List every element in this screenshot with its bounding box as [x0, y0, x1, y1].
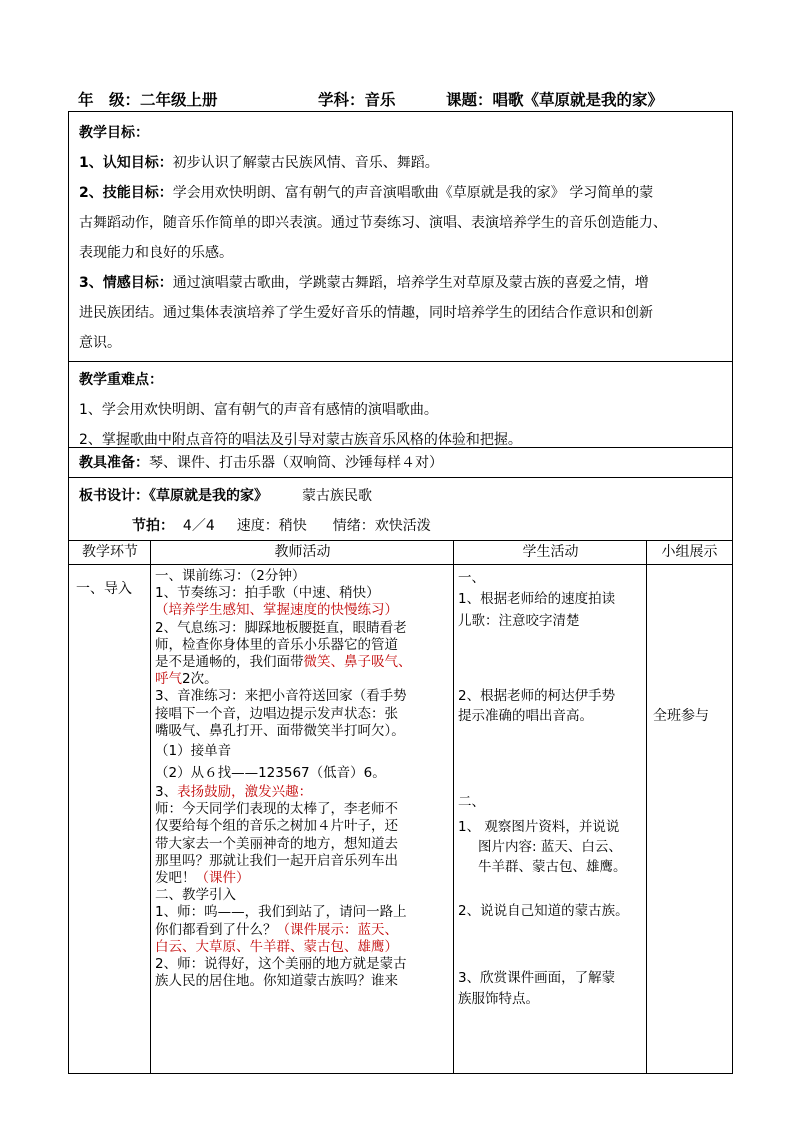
- teacher-line: 仅要给每个组的音乐之树加４片叶子，还: [155, 818, 398, 835]
- teacher-line: 是不是通畅的，我们面带: [155, 654, 304, 671]
- emotion-text-3: 意识。: [79, 335, 121, 351]
- stage-column: [69, 541, 151, 1073]
- speed-label: 速度：稍快: [236, 518, 307, 534]
- lesson-plan-table: [68, 111, 733, 1074]
- cognitive-label: 1、认知目标：: [79, 155, 173, 171]
- cognitive-text: 初步认识了解蒙古民族风情、音乐、舞蹈。: [172, 155, 439, 171]
- teacher-line: 发吧！: [155, 870, 196, 887]
- meter-label: 节拍：: [132, 518, 174, 534]
- materials-section: [69, 448, 732, 478]
- student-line: 二、: [458, 794, 485, 810]
- teacher-line: 3、音准练习：来把小音符送回家（看手势: [155, 688, 407, 705]
- teacher-line: 你们都看到了什么？: [155, 921, 277, 938]
- student-line: 2、说说自己知道的蒙古族。: [458, 903, 629, 919]
- teacher-line: 一、课前练习：（2分钟）: [155, 568, 306, 584]
- grade-label: 年 级：二年级上册: [78, 91, 218, 109]
- teacher-line: 2次。: [182, 671, 218, 688]
- teacher-activity-cell: [155, 568, 451, 990]
- teacher-line-highlight: 呼气: [155, 671, 182, 688]
- student-line: 图片内容: 蓝天、白云、: [478, 839, 622, 855]
- group-show-cell: 全班参与: [653, 708, 709, 724]
- teacher-line: 接唱下一个音，边唱边提示发声状态：张: [155, 705, 398, 722]
- teacher-line-highlight: （课件展示：蓝天、: [276, 921, 398, 938]
- key-point-2: 2、掌握歌曲中附点音符的唱法及引导对蒙古族音乐风格的体验和把握。: [79, 432, 522, 448]
- key-point-1: 1、学会用欢快明朗、富有朝气的声音有感情的演唱歌曲。: [79, 402, 438, 418]
- header-stage: 教学环节: [82, 544, 138, 560]
- header-student: 学生活动: [522, 544, 579, 560]
- emotion-text-1: 通过演唱蒙古歌曲，学跳蒙古舞蹈，培养学生对草原及蒙古族的喜爱之情，增: [172, 275, 649, 291]
- teacher-line: 白云、大草原、牛羊群、蒙古包、雄鹰）: [155, 938, 398, 955]
- teacher-line: 师，检查你身体里的音乐小乐器它的管道: [155, 636, 398, 653]
- teacher-line: 2、师：说得好，这个美丽的地方就是蒙古: [155, 956, 407, 973]
- teacher-line: 3、: [155, 784, 178, 801]
- student-line: 1、 观察图片资料，并说说: [458, 819, 620, 835]
- teacher-line: 2、气息练习：脚踩地板腰挺直，眼睛看老: [155, 619, 407, 636]
- student-line: 儿歌：注意咬字清楚: [458, 613, 580, 629]
- student-line: 3、欣赏课件画面，了解蒙: [458, 970, 616, 986]
- emotion-label: 3、情感目标：: [79, 275, 173, 291]
- student-line: 2、根据老师的柯达伊手势: [458, 688, 616, 704]
- header-group: 小组展示: [661, 544, 718, 560]
- teacher-line: （2）从６找——123567（低音）6。: [155, 765, 386, 782]
- teacher-line: 二、教学引入: [155, 887, 236, 904]
- teacher-line: （1）接单音: [155, 743, 232, 760]
- teacher-line: 嘴吸气、鼻孔打开、面带微笑半打呵欠）。: [155, 722, 405, 739]
- student-line: 牛羊群、蒙古包、雄鹰。: [478, 859, 627, 875]
- teacher-line: （培养学生感知、掌握速度的快慢练习）: [155, 602, 398, 619]
- materials-text: 琴、课件、打击乐器（双响筒、沙锤每样４对）: [149, 455, 443, 471]
- board-label: 板书设计：: [79, 488, 149, 504]
- teacher-line: 带大家去一个美丽神奇的地方，想知道去: [155, 835, 398, 852]
- skill-text-2: 古舞蹈动作，随音乐作简单的即兴表演。通过节奏练习、演唱、表演培养学生的音乐创造能力、: [79, 215, 667, 231]
- lesson-header: [78, 88, 738, 112]
- materials-label: 教具准备：: [79, 455, 149, 471]
- teacher-line-highlight: （课件）: [195, 870, 250, 887]
- board-genre: 蒙古族民歌: [302, 488, 372, 504]
- student-line: 一、: [458, 570, 485, 586]
- student-line: 族服饰特点。: [458, 991, 539, 1007]
- teacher-line-highlight: 微笑、鼻子吸气、: [303, 654, 412, 671]
- skill-label: 2、技能目标：: [79, 185, 173, 201]
- student-line: 1、根据老师给的速度拍读: [458, 591, 616, 607]
- mood-label: 情绪：欢快活泼: [332, 518, 431, 534]
- teacher-line: 族人民的居住地。你知道蒙古族吗？谁来: [155, 973, 398, 990]
- objectives-title: 教学目标：: [79, 125, 149, 141]
- board-design-section: [69, 478, 732, 541]
- emotion-text-2: 进民族团结。通过集体表演培养了学生爱好音乐的情趣，同时培养学生的团结合作意识和创新: [79, 305, 653, 321]
- stage-intro: 一、导入: [76, 581, 132, 597]
- teacher-line-highlight: 表扬鼓励，激发兴趣：: [177, 784, 313, 801]
- teacher-line: 1、师：呜——，我们到站了，请问一路上: [155, 904, 407, 921]
- key-points-section: [69, 362, 732, 448]
- meter-value: 4／4: [182, 518, 215, 534]
- activity-table: [69, 541, 732, 1073]
- subject-label: 学科：音乐: [318, 91, 396, 109]
- student-line: 提示准确的唱出音高。: [458, 708, 593, 724]
- board-song-title: 《草原就是我的家》: [149, 488, 268, 504]
- key-points-title: 教学重难点：: [79, 372, 163, 388]
- skill-text-1: 学会用欢快明朗、富有朝气的声音演唱歌曲《草原就是我的家》 学习简单的蒙: [172, 185, 654, 201]
- teacher-line: 那里吗？那就让我们一起开启音乐列车出: [155, 852, 398, 869]
- topic-label: 课题：唱歌《草原就是我的家》: [446, 91, 664, 109]
- teacher-line: 1、节奏练习：拍手歌（中速、稍快）: [155, 585, 380, 602]
- teacher-line: 师：今天同学们表现的太棒了，李老师不: [155, 801, 398, 818]
- objectives-section: [69, 112, 732, 362]
- skill-text-3: 表现能力和良好的乐感。: [79, 245, 233, 261]
- header-teacher: 教师活动: [274, 544, 331, 560]
